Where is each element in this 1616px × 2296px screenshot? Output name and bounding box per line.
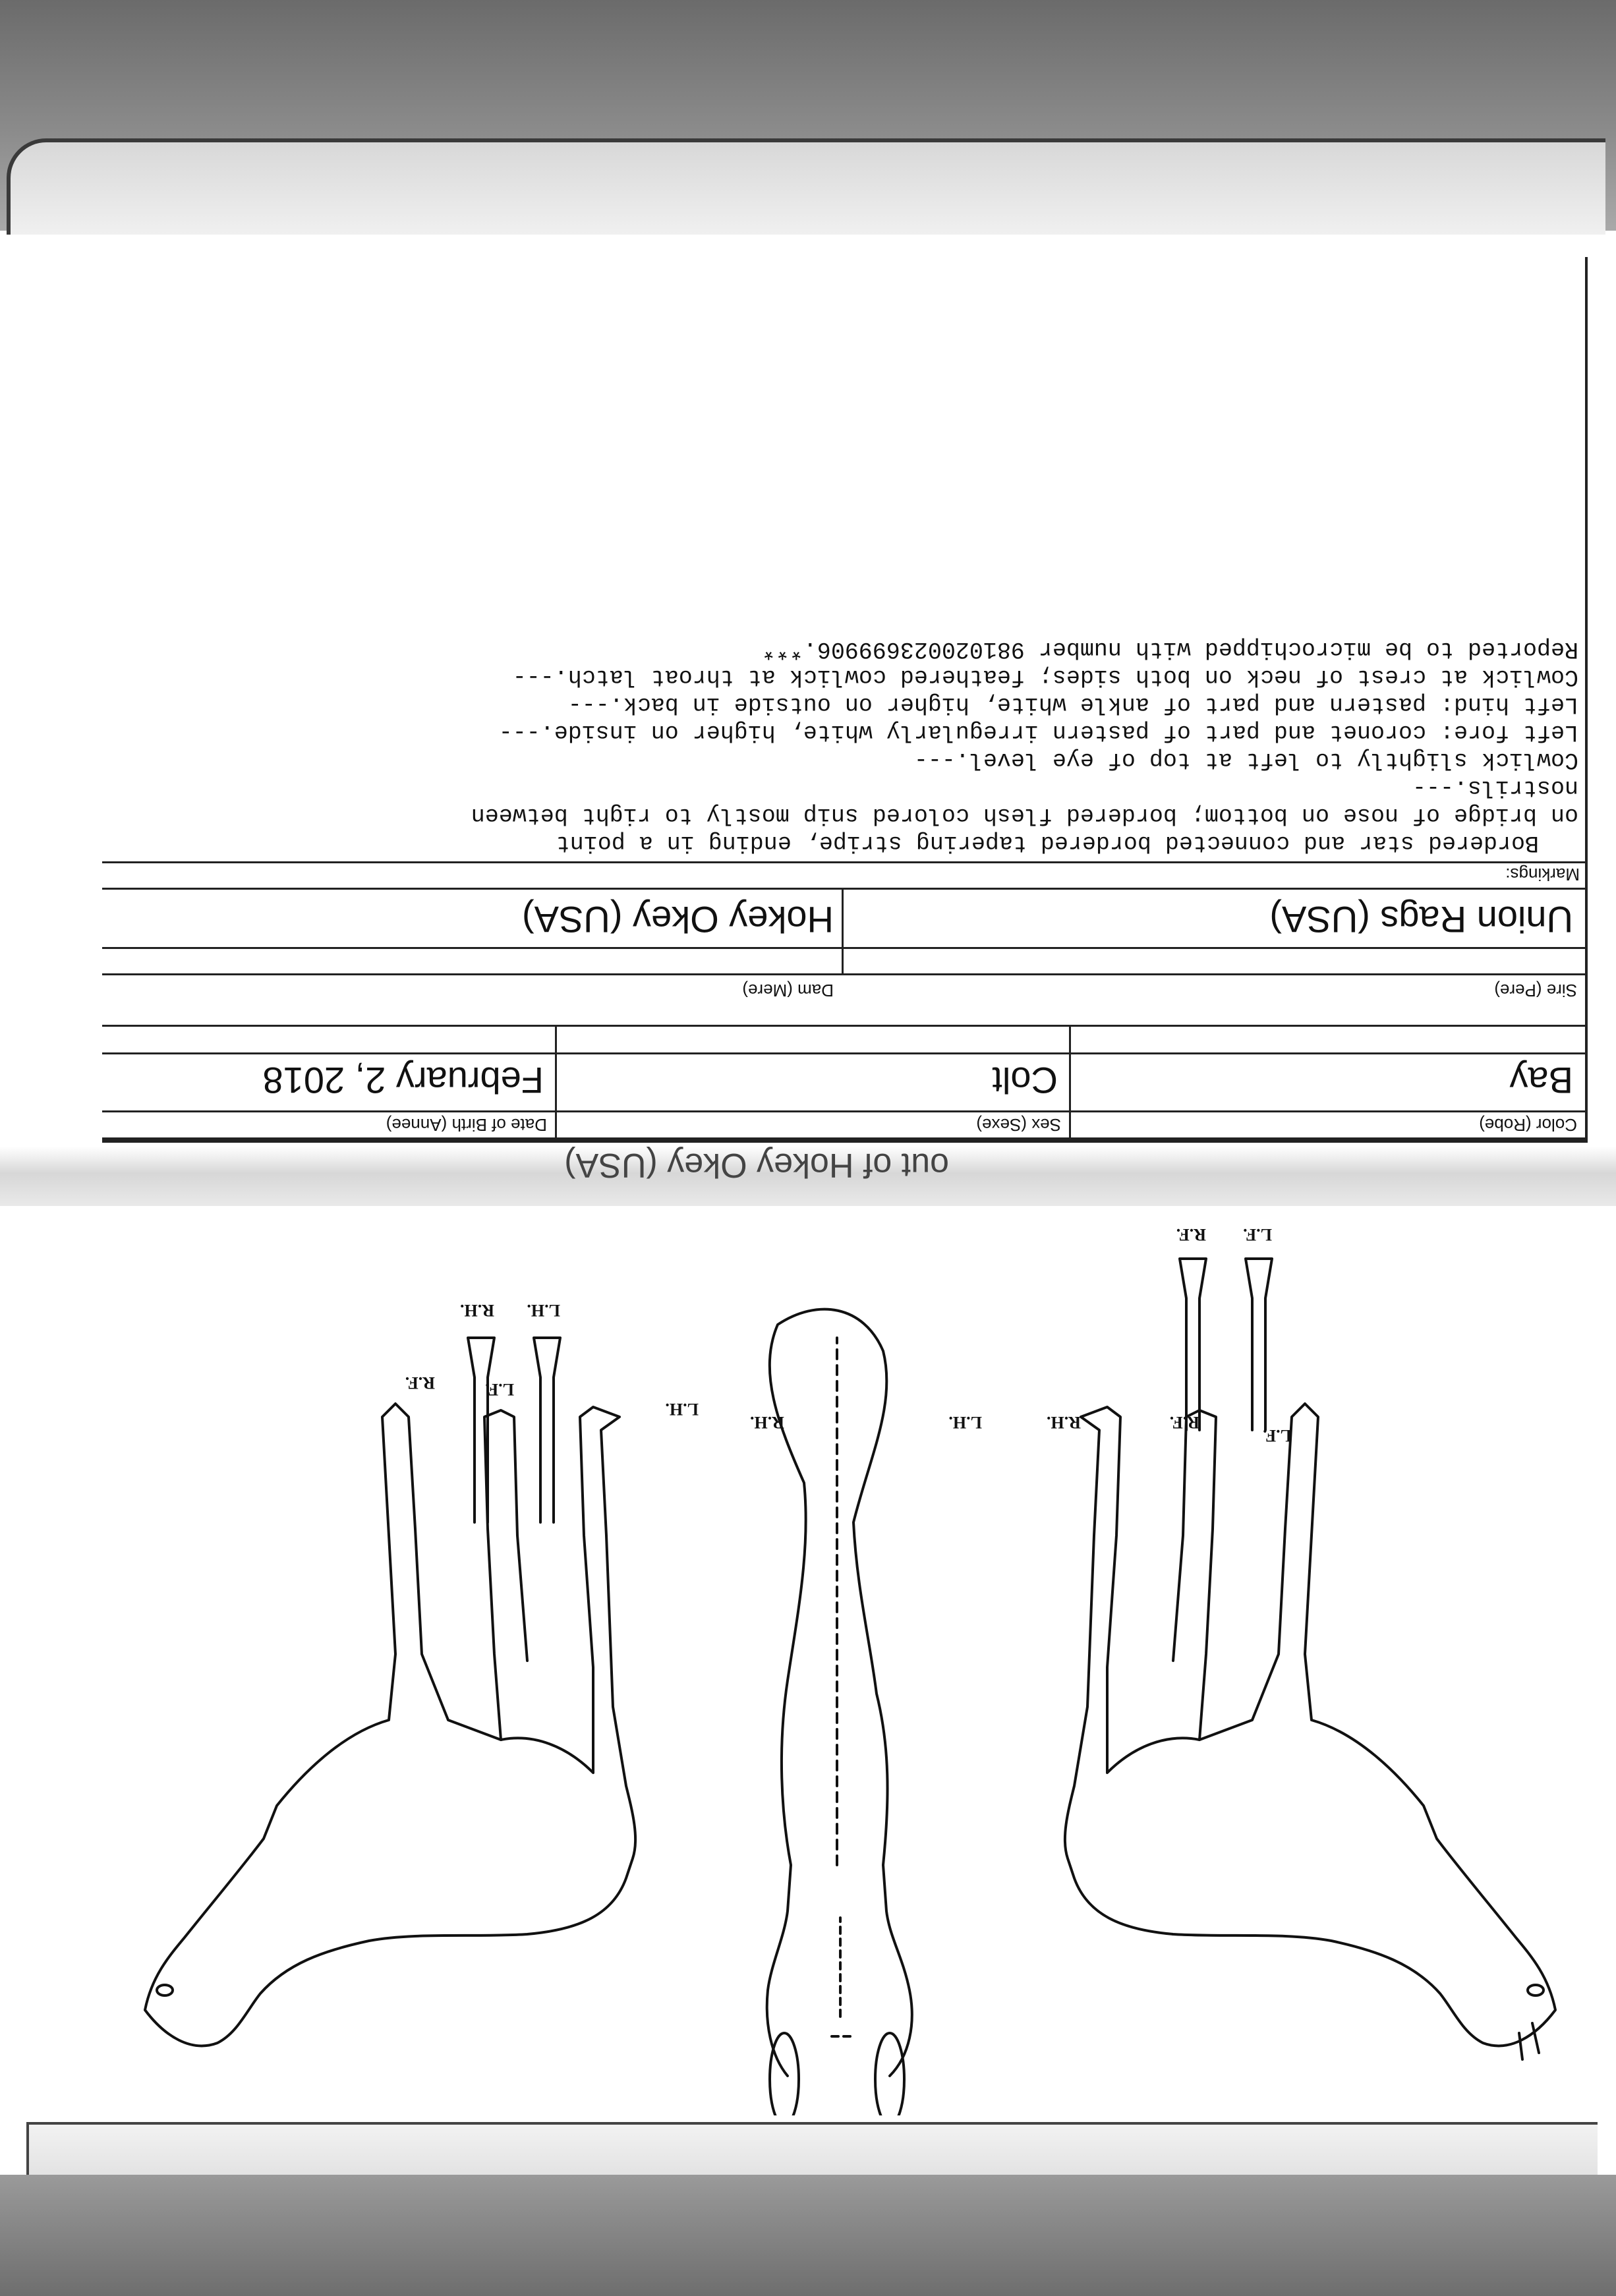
- front-leg-pair: [1180, 1259, 1272, 1430]
- leg-label: L.F.: [1263, 1426, 1292, 1445]
- leg-label: L.H.: [527, 1301, 560, 1320]
- markings-line: Cowlick slightly to left at top of eye level.---: [913, 747, 1578, 773]
- leg-label: R.F.: [405, 1373, 435, 1392]
- color-value: Bay: [1509, 1060, 1573, 1101]
- leg-label: L.F.: [485, 1380, 514, 1399]
- scanner-shadow-bottom: [0, 2175, 1616, 2296]
- dob-value: February 2, 2018: [262, 1060, 544, 1101]
- leg-label: R.F.: [1176, 1225, 1206, 1244]
- leg-label: R.F.: [1169, 1413, 1199, 1432]
- record-caption-partial: out of Hokey Okey (USA): [564, 1146, 949, 1184]
- leg-label: R.H.: [750, 1413, 784, 1432]
- dob-label: Date of Birth (Annee): [386, 1115, 547, 1135]
- registration-record: [102, 257, 1588, 1143]
- markings-line: Left fore: coronet and part of pastern irregularly white, higher on inside.---: [498, 719, 1578, 745]
- leg-label: L.H.: [665, 1400, 699, 1419]
- markings-line: on bridge of nose on bottom; bordered flesh colored snip mostly to right between: [471, 802, 1578, 828]
- sire-value: Union Rags (USA): [1269, 899, 1573, 940]
- horse-outline-drawing: [105, 1206, 1595, 2115]
- color-label: Color (Robe): [1479, 1115, 1577, 1135]
- leg-label: L.F.: [1243, 1225, 1272, 1244]
- sex-value: Colt: [992, 1060, 1058, 1101]
- markings-line: Left hind: pastern and part of ankle white, higher on outside in back.---: [567, 691, 1578, 718]
- markings-line: Bordered star and connected bordered tapering stripe, ending in a point: [556, 830, 1539, 856]
- dam-label: Dam (Mere): [742, 981, 834, 1000]
- horse-marking-diagram: [105, 1206, 1595, 2115]
- horse-top-view: [767, 1309, 912, 2115]
- leg-label: R.H.: [1047, 1413, 1081, 1432]
- markings-label: Markings:: [1505, 865, 1580, 884]
- page-edge-top: [7, 138, 1605, 235]
- sex-label: Sex (Sexe): [976, 1115, 1061, 1135]
- leg-label: R.H.: [460, 1301, 494, 1320]
- dam-value: Hokey Okey (USA): [522, 899, 834, 940]
- sire-label: Sire (Pere): [1494, 981, 1577, 1000]
- markings-line: Cowlick at crest of neck on both sides; feathered cowlick at throat latch.---: [512, 664, 1578, 690]
- horse-right-profile: [145, 1404, 635, 2046]
- markings-line: nostrils.---: [1412, 774, 1578, 801]
- leg-label: L.H.: [948, 1413, 982, 1432]
- markings-line: Reported to be microchipped with number 981020023699906.***: [761, 636, 1578, 662]
- markings-text: [109, 635, 1578, 857]
- horse-left-profile: [1065, 1404, 1555, 2059]
